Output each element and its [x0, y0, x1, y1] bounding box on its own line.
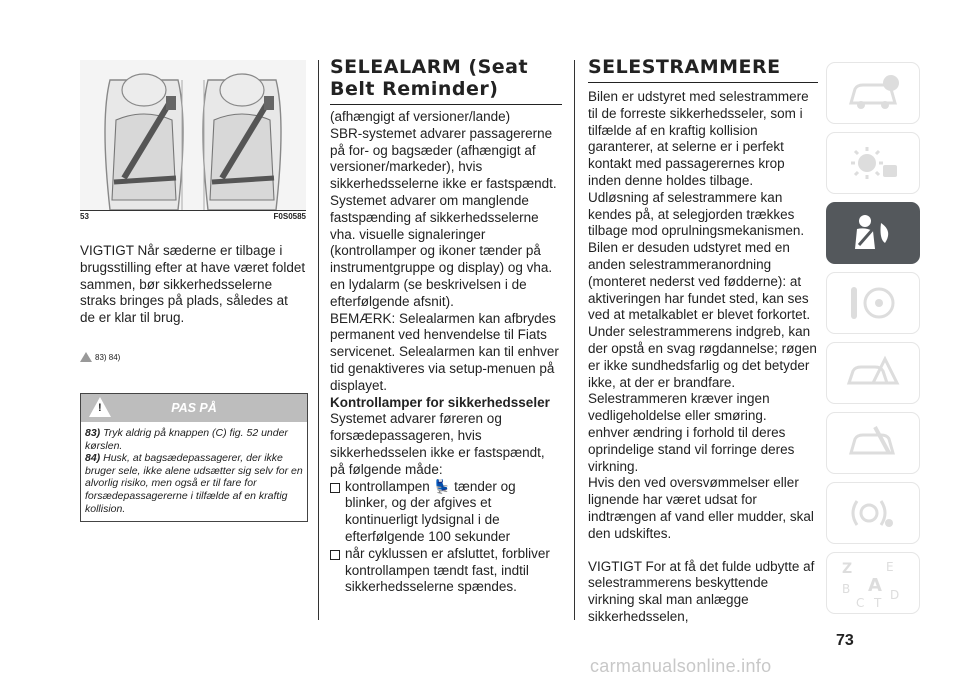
column-1: [80, 243, 306, 327]
col2-paragraph: (afhængigt af versioner/lande): [330, 109, 511, 124]
bullet-text-part: tænder og blinker, og der afgives et kontinuerligt lydsignal i de efterfølgende 100 sekunder: [345, 478, 516, 544]
index-icon: [838, 557, 908, 609]
warning-item-number: 83): [85, 427, 101, 439]
col2-paragraph: SBR-systemet advarer passagererne på for- og bagsæder (afhængigt af versioner/markeder), hvis sikkerhedsselerne ikke er fastspændt. Systemet advarer om manglende fastspænding af sikkerhedsselerne vha. visuelle signaleringer (kontrollamper og ikoner tænder på instrumentgruppe og display) og vha. en lydalarm (se beskrivelsen i de efterfølgende afsnit).: [330, 125, 557, 309]
col3-paragraph: Hvis den ved oversvømmelser eller lignende har været udsat for indtrængen af vand eller mudder, skal den udskiftes.: [588, 475, 814, 541]
warning-item-84: [85, 452, 303, 515]
index-letter: D: [890, 588, 900, 602]
column-divider: [318, 60, 319, 620]
col3-paragraph: VIGTIGT For at få det fulde udbytte af selestrammerens beskyttende virkning skal man anlægge sikkerhedsselen,: [588, 558, 815, 624]
index-letter: Z: [842, 561, 853, 577]
breakdown-icon: [845, 353, 901, 393]
lights-icon: [845, 143, 901, 183]
section-title-line: SELEALARM (Seat: [330, 56, 529, 78]
col2-paragraph: Systemet advarer føreren og forsædepassageren, hvis sikkerhedsselen ikke er fastspændt, på følgende måde:: [330, 411, 545, 477]
warning-item-text: Tryk aldrig på knappen (C) fig. 52 under kørslen.: [85, 427, 288, 452]
index-letter: T: [874, 596, 882, 609]
warning-title: PAS PÅ: [171, 401, 217, 415]
index-letter: E: [886, 560, 894, 574]
col3-paragraph: enhver ændring i forhold til deres oprindelige stand vil forringe deres virkning.: [588, 424, 795, 474]
warning-exclamation-icon: !: [89, 397, 111, 417]
warning-reference: [80, 352, 120, 362]
tab-car-info[interactable]: [826, 62, 920, 124]
section-title-selestrammere: SELESTRAMMERE: [588, 56, 818, 83]
warning-box: [80, 393, 308, 522]
section-title-selealarm: [330, 56, 562, 105]
col3-paragraph: Selestrammeren kræver ingen vedligeholdelse eller smøring.: [588, 391, 770, 424]
column-3: [588, 56, 818, 626]
figure-number: 53: [80, 212, 89, 221]
figure-code: F0S0585: [273, 212, 306, 221]
warning-ref-numbers: 83) 84): [95, 352, 121, 362]
page-number: 73: [836, 632, 854, 649]
index-letter: A: [868, 575, 882, 596]
col3-paragraph: Under selestrammerens indgreb, kan der opstå en svag røgdannelse; røgen er ikke sundhedsfarlig og det betyder ikke, at der er brandfare.: [588, 324, 817, 390]
warning-body: [81, 422, 307, 521]
index-letter: B: [842, 582, 851, 596]
warning-box-header: [81, 394, 307, 422]
tab-multimedia[interactable]: [826, 482, 920, 544]
car-info-icon: [845, 73, 901, 113]
col3-paragraph: Udløsning af selestrammere kan kendes på, at selegjorden trækkes tilbage mod oprulningsmekanismen.: [588, 189, 805, 239]
warning-item-text: Husk, at bagsædepassagerer, der ikke bruger sele, ikke alene udsætter sig selv for en alvorlig risiko, men også er til fare for forsædepassagererne i tilfælde af en kraftig kollision.: [85, 452, 303, 515]
tab-breakdown[interactable]: [826, 342, 920, 404]
col3-paragraph: Bilen er udstyret med selestrammere til de forreste sikkerhedsseler, som i tilfælde af en kraftig kollision garanterer, at selerne er i perfekt kontakt med passagerernes krop inden denne holdes tilbage.: [588, 89, 809, 188]
subheading-kontrollamper: Kontrollamper for sikkerhedsseler: [330, 394, 550, 410]
column-divider: [574, 60, 575, 620]
seatbelt-warning-light-icon: 💺: [433, 478, 451, 494]
tab-index[interactable]: [826, 552, 920, 614]
figure-caption: [80, 212, 306, 221]
seatbelt-figure: [80, 60, 306, 211]
steering-key-icon: [845, 283, 901, 323]
col1-paragraph: VIGTIGT Når sæderne er tilbage i brugsstilling efter at have været foldet sammen, bør sikkerhedsselerne straks bringes på plads, således at de er klar til brug.: [80, 243, 306, 326]
bullet-item: [330, 479, 562, 546]
bullet-text-part: kontrollampen: [345, 478, 430, 494]
tab-steering-key[interactable]: [826, 272, 920, 334]
bullet-text: når cyklussen er afsluttet, forbliver kontrollampen tændt fast, indtil sikkerhedsselerne spændes.: [345, 545, 550, 595]
warning-item-83: [85, 427, 303, 452]
warning-triangle-icon: [80, 352, 92, 362]
checkbox-bullet-icon: [330, 483, 340, 493]
column-2: [330, 56, 562, 596]
seat-safety-icon: [845, 211, 901, 255]
multimedia-icon: [845, 493, 901, 533]
index-letter: C: [856, 596, 865, 609]
checkbox-bullet-icon: [330, 550, 340, 560]
section-title-line: Belt Reminder): [330, 78, 499, 100]
col2-paragraph: BEMÆRK: Selealarmen kan afbrydes permanent ved henvendelse til Fiats servicenet. Selealarmen kan til enhver tid genaktiveres via setup-menuen på displayet.: [330, 310, 559, 393]
bullet-item: [330, 546, 562, 596]
bullet-text: [345, 479, 562, 546]
tab-seat-safety[interactable]: [826, 202, 920, 264]
col3-paragraph: Bilen er desuden udstyret med en anden selestrammeranordning (monteret nederst ved fødderne): at aktiveringen har fundet sted, kan ses ved at metalkablet er blevet forkortet.: [588, 240, 811, 323]
maintenance-icon: [845, 423, 901, 463]
tab-maintenance[interactable]: [826, 412, 920, 474]
chapter-tabs: [826, 62, 920, 622]
two-seats-with-belts-illustration: [80, 60, 306, 210]
watermark: carmanualsonline.info: [590, 656, 772, 676]
tab-lights[interactable]: [826, 132, 920, 194]
warning-item-number: 84): [85, 452, 101, 465]
